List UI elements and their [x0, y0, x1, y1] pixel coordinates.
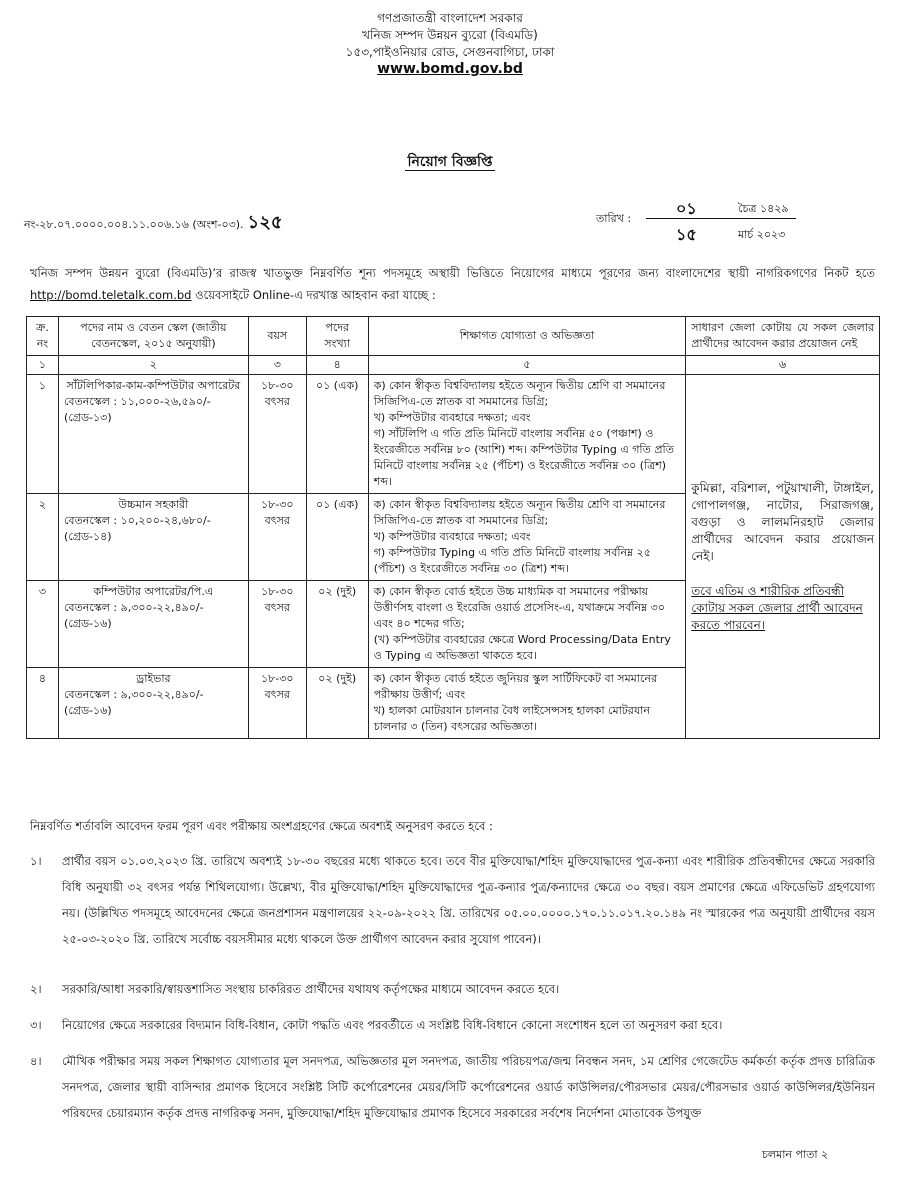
qualification-item: (খ) কম্পিউটার ব্যবহারের ক্ষেত্রে Word Processing/Data Entry ও Typing এ অভিজ্ঞতা থাকতে হবে।: [373, 633, 671, 662]
qualification-item: গ) কম্পিউটার Typing এ গতি প্রতি মিনিটে বাংলায় সর্বনিম্ন ২৫ (পঁচিশ) ও ইংরেজীতে সর্বনিম্ন ৩০ (ত্রিশ) শব্দ।: [373, 546, 651, 575]
header-age: বয়স: [248, 317, 306, 356]
date-english: [646, 222, 796, 244]
memo-handwritten-number: ১২৫: [247, 212, 283, 233]
row-post: [58, 581, 248, 668]
row-age: ১৮-৩০ বৎসর: [248, 494, 306, 581]
row-serial: ২: [27, 494, 59, 581]
letterhead: [0, 10, 900, 78]
condition-text: মৌখিক পরীক্ষার সময় সকল শিক্ষাগত যোগ্যতার মূল সনদপত্র, অভিজ্ঞতার মূল সনদপত্র, জাতীয় পরিচয়পত্র/জন্ম নিবন্ধন সনদ, ১ম শ্রেণির গেজেটেড কর্মকর্তা কর্তৃক প্রদত্ত চারিত্রিক সনদপত্র, জেলার স্থায়ী বাসিন্দার প্রমাণক হিসেবে সংশ্লিষ্ট সিটি কর্পোরেশনের মেয়র/সিটি কর্পোরেশনের ওয়ার্ড কাউন্সিলর/পৌরসভার মেয়র/পৌরসভার ওয়ার্ড কাউন্সিলর/ইউনিয়ন পরিষদের চেয়ারম্যান কর্তৃক প্রদত্ত নাগরিকত্ব সনদ, মুক্তিযোদ্ধা/শহিদ মুক্তিযোদ্ধার প্রমাণক হিসেবে সরকারের সর্বশেষ নির্দেশনা মোতাবেক উপযুক্ত: [62, 1054, 875, 1120]
page-title-text: নিয়োগ বিজ্ঞপ্তি: [407, 154, 493, 170]
row-count: ০২ (দুই): [306, 581, 368, 668]
memo-number: [24, 208, 283, 239]
qualification-item: ক) কোন স্বীকৃত বোর্ড হইতে জুনিয়র স্কুল সার্টিফিকেট বা সমমানের পরীক্ষায় উত্তীর্ণ; এবং: [373, 672, 658, 701]
condition-item: [30, 1012, 875, 1038]
qualification-item: গ) সাঁটলিপি এ গতি প্রতি মিনিটে বাংলায় সর্বনিম্ন ৫০ (পঞ্চাশ) ও ইংরেজীতে সর্বনিম্ন ৮০ (আশি) শব্দ। কম্পিউটার Typing এ গতি প্রতি মিনিটে বাংলায় সর্বনিম্ন ২৫ (পঁচিশ) ও ইংরেজীতে সর্বনিম্ন ৩০ (ত্রিশ) শব্দ।: [373, 427, 674, 488]
date-english-rest: মার্চ ২০২৩: [738, 228, 786, 241]
condition-text: নিয়োগের ক্ষেত্রে সরকারের বিদ্যমান বিধি-বিধান, কোটা পদ্ধতি এবং পরবর্তীতে এ সংশ্লিষ্ট বিধি-বিধানে কোনো সংশোধন হলে তা অনুসরণ করা হবে।: [62, 1018, 723, 1032]
row-count: ০২ (দুই): [306, 668, 368, 739]
post-name: ড্রাইভার: [136, 672, 171, 685]
post-name: কম্পিউটার অপারেটর/পি.এ: [93, 585, 214, 598]
row-qualification: [368, 494, 686, 581]
office-address: ১৫৩,পাইওনিয়ার রোড, সেগুনবাগিচা, ঢাকা: [345, 45, 555, 59]
col-number: ২: [58, 356, 248, 375]
vacancy-table: [26, 316, 880, 739]
quota-note: তবে এতিম ও শারীরিক প্রতিবন্ধী কোটায় সকল জেলার প্রার্থী আবেদন করতে পারবেন।: [691, 583, 863, 632]
post-grade: (গ্রেড-১৪): [63, 530, 112, 543]
col-number: ৪: [306, 356, 368, 375]
office-website[interactable]: www.bomd.gov.bd: [377, 61, 523, 77]
post-scale: বেতনস্কেল : ৯,৩০০-২২,৪৯০/-: [63, 688, 204, 701]
continued-page-note: চলমান পাতা ২: [762, 1148, 829, 1161]
qualification-item: খ) কম্পিউটার ব্যবহারে দক্ষতা; এবং: [373, 411, 531, 424]
post-grade: (গ্রেড-১৬): [63, 704, 112, 717]
government-name: গণপ্রজাতন্ত্রী বাংলাদেশ সরকার: [377, 11, 523, 25]
conditions-intro: নিম্নবর্ণিত শর্তাবলি আবেদন ফরম পূরণ এবং পরীক্ষায় অংশগ্রহণের ক্ষেত্রে অবশ্যই অনুসরণ করতে হবে :: [30, 819, 493, 833]
teletalk-link[interactable]: http://bomd.teletalk.com.bd: [30, 288, 192, 302]
date-label: তারিখ :: [596, 212, 632, 225]
post-name: সাঁটলিপিকার-কাম-কম্পিউটার অপারেটর: [66, 379, 241, 392]
office-name: খনিজ সম্পদ উন্নয়ন ব্যুরো (বিএমডি): [362, 28, 538, 42]
header-serial: ক্র. নং: [27, 317, 59, 356]
qualification-item: খ) হালকা মোটরযান চালনার বৈধ লাইসেন্সসহ হালকা মোটরযান চালনার ৩ (তিন) বৎসরের অভিজ্ঞতা।: [373, 704, 650, 733]
condition-item: [30, 848, 875, 952]
condition-number: ২।: [30, 982, 42, 996]
row-count: ০১ (এক): [306, 494, 368, 581]
row-post: [58, 668, 248, 739]
post-name: উচ্চমান সহকারী: [118, 498, 189, 511]
column-number-row: [27, 356, 880, 375]
row-count: ০১ (এক): [306, 375, 368, 494]
date-english-day: ১৫: [676, 225, 697, 244]
row-age: ১৮-৩০ বৎসর: [248, 668, 306, 739]
post-scale: বেতনস্কেল : ১০,২০০-২৪,৬৮০/-: [63, 514, 211, 527]
table-header-row: [27, 317, 880, 356]
header-qualification: শিক্ষাগত যোগ্যতা ও অভিজ্ঞতা: [368, 317, 686, 356]
qualification-item: খ) কম্পিউটার ব্যবহারে দক্ষতা; এবং: [373, 530, 531, 543]
date-bangla: [646, 196, 796, 219]
row-age: ১৮-৩০ বৎসর: [248, 581, 306, 668]
intro-text: খনিজ সম্পদ উন্নয়ন ব্যুরো (বিএমডি)’র রাজস্ব খাতভুক্ত নিম্নবর্ণিত শূন্য পদসমূহে অস্থায়ী ভিত্তিতে নিয়োগের মাধ্যমে পূরণের জন্য বাংলাদেশের স্থায়ী নাগরিকগণের নিকট হতে: [30, 266, 875, 280]
post-grade: (গ্রেড-১৬): [63, 617, 112, 630]
row-age: ১৮-৩০ বৎসর: [248, 375, 306, 494]
qualification-item: ক) কোন স্বীকৃত বিশ্ববিদ্যালয় হইতে অন্যূন দ্বিতীয় শ্রেণি বা সমমানের সিজিপিএ-তে স্নাতক বা সমমানের ডিগ্রি;: [373, 379, 666, 408]
post-grade: (গ্রেড-১৩): [63, 411, 112, 424]
row-post: [58, 375, 248, 494]
row-qualification: [368, 668, 686, 739]
page-title: [0, 150, 900, 174]
condition-number: ৩।: [30, 1018, 42, 1032]
col-number: ১: [27, 356, 59, 375]
row-qualification: [368, 375, 686, 494]
condition-number: ৪।: [30, 1054, 42, 1068]
intro-text-end: ওয়েবসাইটে Online-এ দরখাস্ত আহবান করা যাচ্ছে :: [191, 288, 436, 302]
date-bangla-rest: চৈত্র ১৪২৯: [738, 202, 789, 215]
date-bangla-day: ০১: [676, 199, 697, 218]
row-serial: ১: [27, 375, 59, 494]
header-count: পদের সংখ্যা: [306, 317, 368, 356]
post-scale: বেতনস্কেল : ১১,০০০-২৬,৫৯০/-: [63, 395, 211, 408]
condition-item: [30, 976, 875, 1002]
condition-text: সরকারি/আধা সরকারি/স্বায়ত্তশাসিত সংস্থায় চাকরিরত প্রার্থীদের যথাযথ কর্তৃপক্ষের মাধ্যমে আবেদন করতে হবে।: [62, 982, 560, 996]
row-serial: ৪: [27, 668, 59, 739]
memo-number-text: নং-২৮.০৭.০০০০.০০৪.১১.০০৬.১৬ (অংশ-০৩).: [24, 218, 244, 231]
row-post: [58, 494, 248, 581]
quota-cell: [686, 375, 880, 739]
condition-number: ১।: [30, 854, 42, 868]
condition-text: প্রার্থীর বয়স ০১.০৩.২০২৩ খ্রি. তারিখে অবশ্যই ১৮-৩০ বছরের মধ্যে থাকতে হবে। তবে বীর মুক্তিযোদ্ধা/শহিদ মুক্তিযোদ্ধাদের পুত্র-কন্যা এবং শারীরিক প্রতিবন্ধীদের ক্ষেত্রে সরকারি বিধি অনুযায়ী ৩২ বৎসর পর্যন্ত শিথিলযোগ্য। উল্লেখ্য, বীর মুক্তিযোদ্ধা/শহিদ মুক্তিযোদ্ধাদের পুত্র-কন্যার পুত্র/কন্যাদের ক্ষেত্রে ৩০ বছর। বয়স প্রমাণের ক্ষেত্রে এফিডেভিট গ্রহণযোগ্য নয়। (উল্লিখিত পদসমূহে আবেদনের ক্ষেত্রে জনপ্রশাসন মন্ত্রণালয়ের ২২-০৯-২০২২ খ্রি. তারিখের ০৫.০০.০০০০.১৭০.১১.০১৭.২০.১৪৯ নং স্মারকের পত্র অনুযায়ী প্রার্থীদের বয়স ২৫-০৩-২০২০ খ্রি. তারিখে সর্বোচ্চ বয়সসীমার মধ্যে থাকলে উক্ত প্রার্থীগণ আবেদন করার সুযোগ পাবেন)।: [62, 854, 875, 946]
col-number: ৩: [248, 356, 306, 375]
header-post: পদের নাম ও বেতন স্কেল (জাতীয় বেতনস্কেল, ২০১৫ অনুযায়ী): [58, 317, 248, 356]
intro-paragraph: [30, 262, 875, 306]
col-number: ৫: [368, 356, 686, 375]
qualification-item: ক) কোন স্বীকৃত বিশ্ববিদ্যালয় হইতে অন্যূন দ্বিতীয় শ্রেণি বা সমমানের সিজিপিএ-তে স্নাতক বা সমমানের ডিগ্রি;: [373, 498, 666, 527]
row-serial: ৩: [27, 581, 59, 668]
qualification-item: ক) কোন স্বীকৃত বোর্ড হইতে উচ্চ মাধ্যমিক বা সমমানের পরীক্ষায় উত্তীর্ণসহ বাংলা ও ইংরেজি ওয়ার্ড প্রসেসিং-এ, যথাক্রমে সর্বনিম্ন ৩০ এবং ৪০ শব্দের গতি;: [373, 585, 665, 630]
condition-item: [30, 1048, 875, 1126]
quota-districts: কুমিল্লা, বরিশাল, পটুয়াখালী, টাঙ্গাইল, গোপালগঞ্জ, নাটোর, সিরাজগঞ্জ, বগুড়া ও লালমনিরহাট জেলার প্রার্থীদের আবেদন করার প্রয়োজন নেই।: [691, 480, 874, 563]
post-scale: বেতনস্কেল : ৯,৩০০-২২,৪৯০/-: [63, 601, 204, 614]
row-qualification: [368, 581, 686, 668]
table-row: [27, 375, 880, 494]
header-quota: সাধারণ জেলা কোটায় যে সকল জেলার প্রার্থীদের আবেদন করার প্রয়োজন নেই: [686, 317, 880, 356]
col-number: ৬: [686, 356, 880, 375]
